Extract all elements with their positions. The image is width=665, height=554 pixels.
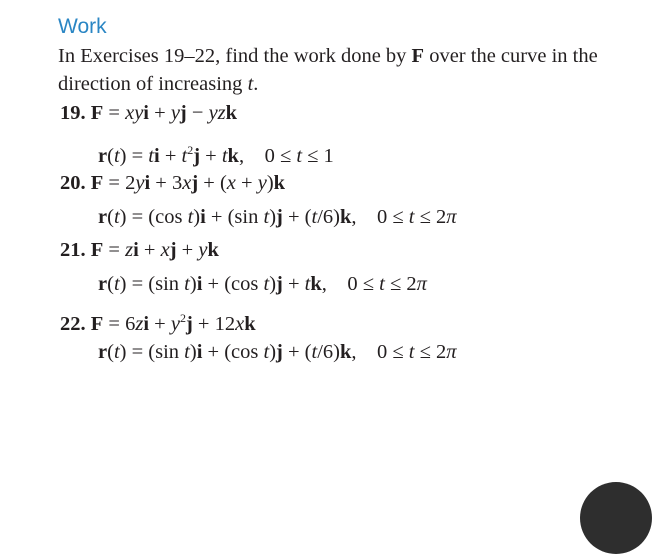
exercise-number: 19.: [60, 102, 86, 124]
exercise-21-curve: r(t) = (sin t)i + (cos t)j + tk, 0 ≤ t ≤ 2π: [98, 273, 427, 295]
exercise-22-interval: 0 ≤ t ≤ 2π: [377, 341, 457, 363]
exercise-number: 20.: [60, 172, 86, 194]
exercise-number: 22.: [60, 312, 86, 335]
exercise-21-interval: 0 ≤ t ≤ 2π: [347, 273, 427, 295]
exercise-20-curve: r(t) = (cos t)i + (sin t)j + (t/6)k, 0 ≤ t ≤ 2π: [98, 206, 457, 228]
exercise-number: 21.: [60, 239, 86, 261]
exercise-20-interval: 0 ≤ t ≤ 2π: [377, 206, 457, 228]
exercise-19-curve: r(t) = ti + $t^2j$ + tk, 0 ≤ t ≤ 1: [98, 143, 334, 167]
exercise-19-interval: 0 ≤ t ≤ 1: [264, 144, 334, 167]
section-heading: Work: [58, 15, 107, 38]
floating-action-button[interactable]: [580, 482, 652, 554]
exercise-21-field: 21. F = zi + xj + yk: [60, 239, 219, 261]
exercise-20-field: 20. F = 2yi + 3xj + (x + y)k: [60, 172, 286, 194]
exercise-19-field: 19. F = xyi + yj − yzk: [60, 102, 238, 124]
exercise-22-field: 22. $F = 6zi + y^2j + 12xk$: [60, 311, 256, 335]
exercise-22-curve: r(t) = (sin t)i + (cos t)j + (t/6)k, 0 ≤ t ≤ 2π: [98, 341, 457, 363]
intro-text: In Exercises 19–22, find the work done by F over the curve in the direction of increasing t.: [58, 45, 598, 95]
